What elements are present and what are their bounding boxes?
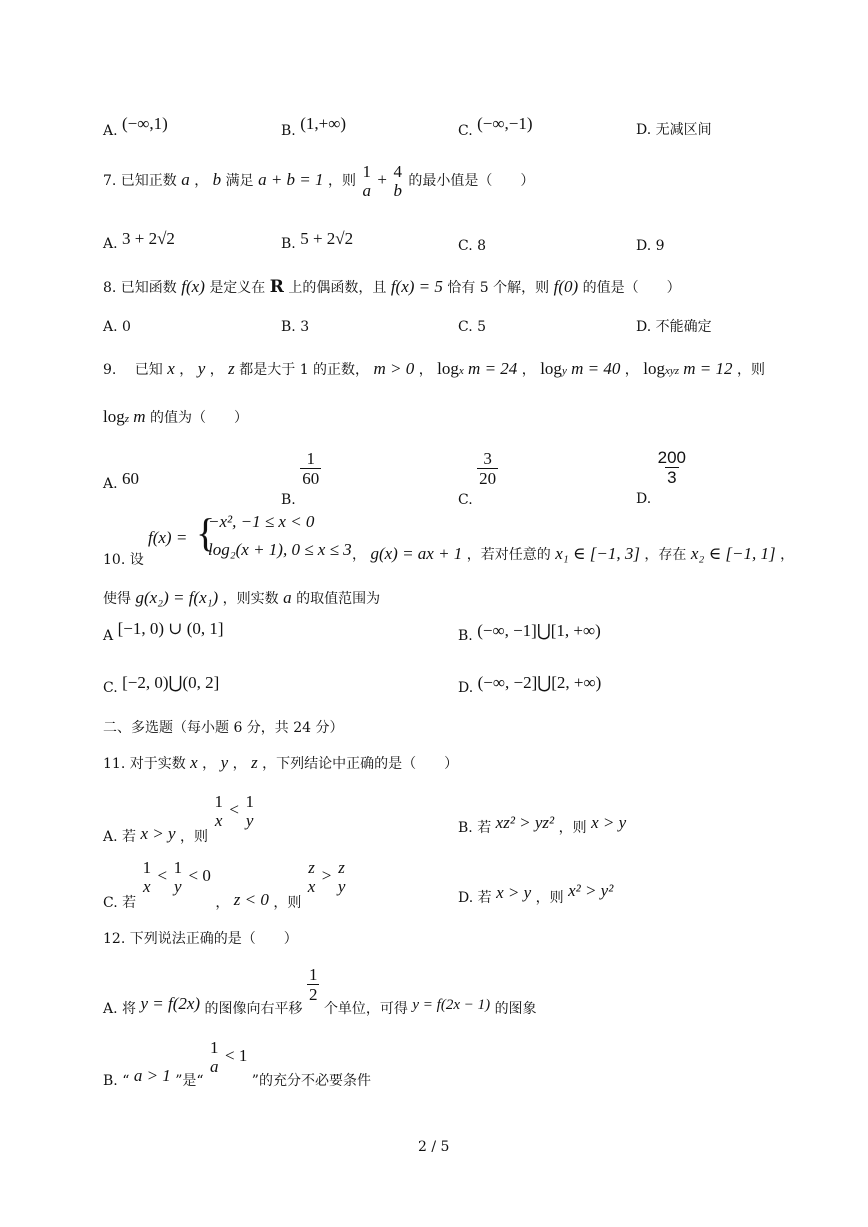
q6-option-c <box>458 114 533 140</box>
section-title: 二、多选题（每小题 6 分，共 24 分） <box>103 720 344 736</box>
option-math: [−2, 0)⋃(0, 2] <box>122 673 220 692</box>
fraction <box>477 449 498 488</box>
fraction <box>208 1038 221 1076</box>
q11-stem <box>103 754 458 773</box>
fraction <box>306 858 318 896</box>
fraction-den: x <box>214 811 223 830</box>
math-expr: m = 40 <box>566 359 621 378</box>
math-expr: g(x₂) = f(x₁) <box>135 588 219 607</box>
fraction-den: 3 <box>667 468 677 487</box>
stem-text: ，若对任意的 <box>466 547 551 563</box>
stem-text: ，存在 <box>644 547 687 563</box>
math-condition: x > y <box>496 883 532 902</box>
option-label: C. <box>458 491 473 508</box>
stem-text: 的图象 <box>494 1000 537 1017</box>
stem-text: 是定义在 <box>209 280 266 296</box>
fraction <box>391 162 404 200</box>
fraction-den: b <box>393 181 402 200</box>
q6-option-d <box>636 121 712 139</box>
math-op: < <box>229 800 239 819</box>
stem-text: 的取值范围为 <box>296 591 381 607</box>
option-math: (−∞, −1]⋃[1, +∞) <box>477 621 601 640</box>
math-var: b <box>212 170 222 189</box>
option-label: C. <box>458 123 473 139</box>
q11-option-b <box>458 813 627 837</box>
math-var: a <box>181 170 190 189</box>
fraction-den: 20 <box>479 469 497 488</box>
math-expr: f(0) <box>553 277 579 296</box>
q7-option-a <box>103 229 175 253</box>
math-op: + <box>377 170 387 189</box>
math-condition: xz² > yz² <box>495 813 555 832</box>
math-var: x <box>190 753 198 772</box>
math-condition: z < 0 <box>233 890 269 909</box>
fraction <box>212 792 225 830</box>
fraction <box>307 965 320 1004</box>
option-label: A. 将 <box>103 1000 137 1017</box>
math-var: y <box>197 359 206 378</box>
q9-stem-line2 <box>103 408 248 428</box>
math-sub: x <box>458 365 464 377</box>
q8-option-a: A. 0 <box>103 319 131 335</box>
q10-option-d <box>458 673 602 697</box>
stem-text: 上的偶函数，且 <box>288 280 387 296</box>
stem-text: 11. 对于实数 <box>103 756 186 772</box>
math-condition: a > 1 <box>133 1066 171 1085</box>
option-math: (1,+∞) <box>300 114 346 133</box>
stem-text: ，则 <box>273 895 302 911</box>
math-set: R <box>269 277 284 297</box>
option-label: B. <box>281 123 296 139</box>
option-math: 60 <box>122 469 140 488</box>
option-label: C. 若 <box>103 895 137 911</box>
fraction <box>360 162 373 200</box>
q10-stem-rest <box>352 545 794 564</box>
math-log: log <box>540 359 562 378</box>
q10-stem-line2 <box>103 589 380 608</box>
fraction-num: 1 <box>306 449 315 468</box>
stem-text: ， <box>780 547 795 563</box>
stem-text: 的值为（ ） <box>150 410 248 426</box>
math-expr: f(x) <box>181 277 205 296</box>
option-label: D. <box>636 490 652 507</box>
math-expr: x₁ ∈ [−1, 3] <box>555 544 640 563</box>
fraction-num: 1 <box>142 858 152 877</box>
fraction-num: z <box>338 858 345 877</box>
stem-text: ，则 <box>736 362 765 378</box>
stem-text: ，则实数 <box>222 591 279 607</box>
math-sub: z <box>124 413 130 425</box>
fraction-den: a <box>210 1057 219 1076</box>
math-expr: x₂ ∈ [−1, 1] <box>690 544 776 563</box>
stem-text: ，则 <box>535 890 564 906</box>
math-op: < 1 <box>224 1046 248 1065</box>
q11-option-d <box>458 881 614 907</box>
math-expr: f(x) = 5 <box>390 277 443 296</box>
q12-option-a <box>103 965 537 1017</box>
q11-option-c <box>103 858 347 911</box>
fraction-den: x <box>307 877 316 896</box>
q8-option-d: D. 不能确定 <box>636 319 712 335</box>
q9-option-a <box>103 469 140 493</box>
stem-text: ，下列结论中正确的是（ ） <box>262 756 459 772</box>
stem-text: ”的充分不必要条件 <box>251 1073 371 1089</box>
math-expr: f(x) = <box>148 528 188 547</box>
option-label: D. <box>636 122 652 138</box>
option-math: [−1, 0) ∪ (0, 1] <box>117 619 224 638</box>
option-label: D. <box>458 680 474 696</box>
q9-stem-line1 <box>103 360 765 380</box>
option-label: A. <box>103 236 118 252</box>
math-expr: m <box>129 407 146 426</box>
page-number: 2 / 5 <box>418 1139 450 1155</box>
q10-option-c <box>103 673 220 697</box>
stem-text: ，则 <box>558 820 587 836</box>
fraction-num: 4 <box>393 162 402 181</box>
q12-stem: 12. 下列说法正确的是（ ） <box>103 931 298 947</box>
fraction-num: 1 <box>245 792 254 811</box>
stem-text: ， <box>179 362 194 378</box>
math-expr: y = f(2x) <box>140 993 201 1013</box>
option-math: 3 + 2√2 <box>122 229 175 248</box>
math-op: < 0 <box>188 866 211 885</box>
math-expr: x > y <box>591 813 627 832</box>
q7-option-c: C. 8 <box>458 238 487 254</box>
stem-text: 满足 <box>225 173 254 189</box>
option-label: A. 若 <box>103 829 137 845</box>
math-sub: y <box>561 365 567 377</box>
stem-text: ， <box>232 756 247 772</box>
stem-text: ， <box>624 362 639 378</box>
fraction <box>243 792 256 830</box>
q10-brace: { <box>196 510 216 555</box>
fraction <box>336 858 348 896</box>
fraction-num: 1 <box>308 965 318 984</box>
fraction <box>141 858 154 896</box>
stem-text: ， <box>352 547 366 563</box>
q6-option-b <box>281 114 346 140</box>
math-sub: xyz <box>664 365 680 377</box>
q9-option-d <box>636 448 688 507</box>
fraction-num: 1 <box>210 1038 219 1057</box>
stem-text: 的最小值是（ ） <box>408 173 535 189</box>
option-label: D. 若 <box>458 890 492 906</box>
fraction-den: a <box>362 181 371 200</box>
math-var: a <box>283 588 292 607</box>
fraction-num: 1 <box>214 792 223 811</box>
option-label: B. <box>281 236 296 252</box>
option-math: (−∞,1) <box>122 114 168 133</box>
q7-option-d: D. 9 <box>636 238 665 254</box>
stem-text: ， <box>418 362 433 378</box>
stem-text: 恰有 5 个解，则 <box>447 280 550 296</box>
stem-text: 7. 已知正数 <box>103 173 177 189</box>
q8-stem <box>103 278 681 297</box>
math-log: log <box>643 359 665 378</box>
option-label: A. <box>103 476 118 492</box>
q11-option-a <box>103 792 256 845</box>
stem-text: 8. 已知函数 <box>103 280 177 296</box>
q9-option-b <box>281 449 321 508</box>
stem-text: 使得 <box>103 591 131 607</box>
math-op: < <box>157 866 168 885</box>
stem-text: 的值是（ ） <box>582 280 681 296</box>
stem-text: ”是“ <box>175 1073 204 1089</box>
stem-text: ，则 <box>327 173 356 189</box>
math-op: > <box>321 866 332 885</box>
fraction-den: y <box>174 877 182 896</box>
option-label: B. <box>458 628 473 644</box>
fraction-num: 1 <box>173 858 183 877</box>
q10-option-a <box>103 619 224 645</box>
stem-text: ， <box>521 362 536 378</box>
stem-text: ，则 <box>179 829 208 845</box>
fraction-den: y <box>337 877 346 896</box>
fraction-num: 3 <box>483 449 492 468</box>
math-log: log <box>437 359 459 378</box>
fraction-num: 200 <box>657 448 687 467</box>
option-math: 5 + 2√2 <box>300 229 354 248</box>
math-condition: m > 0 <box>373 359 415 378</box>
q10-piecewise <box>148 528 187 548</box>
math-var: z <box>251 753 258 772</box>
q8-option-b: B. 3 <box>281 319 310 335</box>
fraction-den: 2 <box>308 985 318 1004</box>
q10-option-b <box>458 621 601 645</box>
math-var: x <box>167 359 175 378</box>
math-expr: m = 24 <box>463 359 518 378</box>
fraction <box>172 858 185 896</box>
q10-case2: log₂(x + 1), 0 ≤ x ≤ 3 <box>208 540 352 559</box>
option-text: 无减区间 <box>655 122 712 138</box>
q10-prefix: 10. 设 <box>103 552 144 568</box>
q9-option-c <box>458 449 498 508</box>
q6-option-a <box>103 114 168 140</box>
stem-text: ， <box>209 362 224 378</box>
fraction-num: 1 <box>362 162 371 181</box>
fraction-den: x <box>143 877 151 896</box>
math-log: log <box>103 407 125 426</box>
fraction <box>656 448 688 487</box>
fraction-den: 60 <box>302 469 320 488</box>
math-expr: m = 12 <box>679 359 733 378</box>
q12-option-b <box>103 1038 371 1089</box>
q7-option-b <box>281 229 354 253</box>
stem-text: 个单位，可得 <box>323 1000 408 1017</box>
math-var: z <box>228 359 235 378</box>
math-expr: y = f(2x − 1) <box>412 996 491 1013</box>
math-condition: a + b = 1 <box>258 170 324 189</box>
stem-text: 都是大于 1 的正数， <box>239 362 370 378</box>
option-label: B. <box>281 491 296 508</box>
q8-option-c: C. 5 <box>458 319 487 335</box>
stem-text: 的图像向右平移 <box>204 1000 303 1017</box>
stem-text: ， <box>215 895 230 911</box>
option-label: C. <box>103 680 118 696</box>
stem-text: ， <box>202 756 217 772</box>
math-expr: x² > y² <box>568 881 614 900</box>
option-label: B. 若 <box>458 820 492 836</box>
option-math: (−∞, −2]⋃[2, +∞) <box>477 673 602 692</box>
option-label: A. <box>103 123 118 139</box>
fraction <box>300 449 321 488</box>
math-var: y <box>220 753 229 772</box>
option-label: A <box>103 628 114 644</box>
option-label: B. “ <box>103 1073 130 1089</box>
q10-case1: −x², −1 ≤ x < 0 <box>208 512 315 531</box>
fraction-num: z <box>308 858 315 877</box>
fraction-den: y <box>245 811 254 830</box>
stem-text: 9. 已知 <box>103 362 163 378</box>
math-expr: g(x) = ax + 1 <box>370 544 463 563</box>
math-condition: x > y <box>140 824 176 843</box>
q7-stem <box>103 162 534 200</box>
option-math: (−∞,−1) <box>477 114 533 133</box>
stem-text: ， <box>194 173 209 189</box>
